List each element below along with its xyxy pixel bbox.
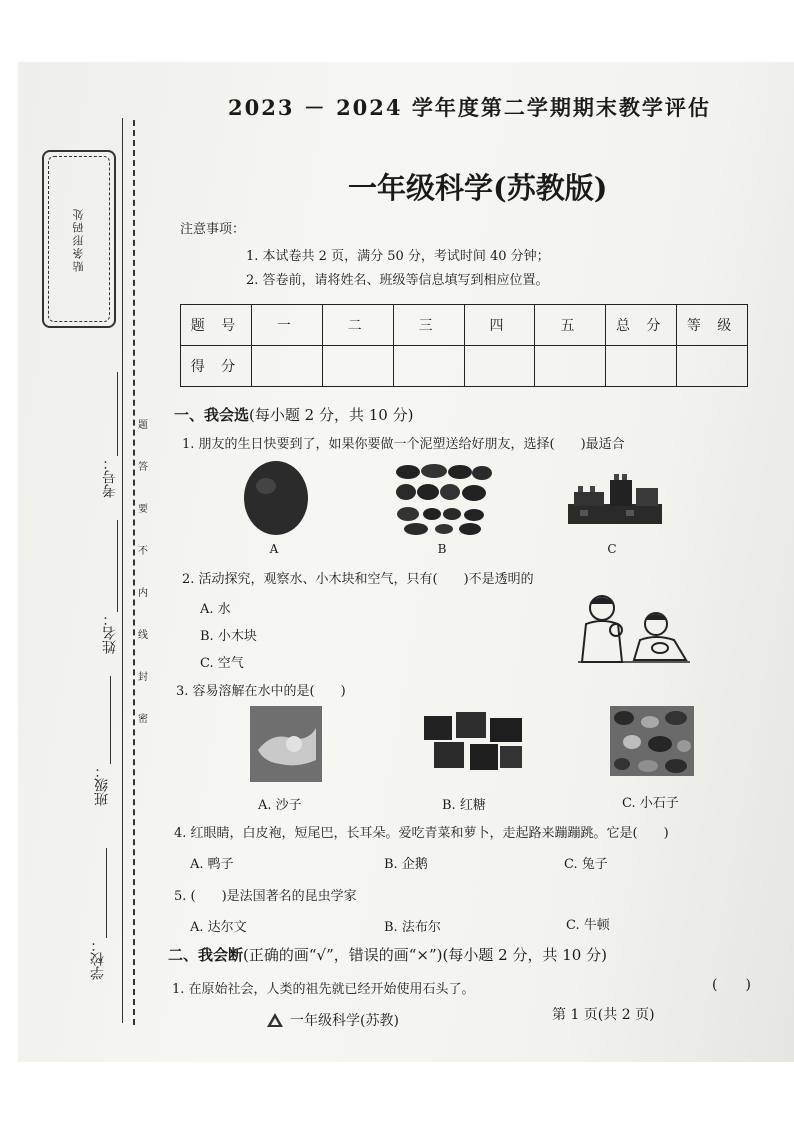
field-class: 班级： xyxy=(94,764,110,806)
exam-title: 2023 － 2024 学年度第二学期期末教学评估 xyxy=(228,95,711,120)
section2-title xyxy=(168,944,607,965)
field-line-class xyxy=(110,676,111,764)
option-b: B. 法布尔 xyxy=(384,920,441,935)
score-cell[interactable] xyxy=(251,346,322,387)
option-c: C. 空气 xyxy=(200,656,244,671)
score-header-cell: 总 分 xyxy=(606,305,677,346)
answer-paren[interactable]: ( ) xyxy=(712,977,751,993)
subject-title: 一年级科学(苏教版) xyxy=(348,171,608,205)
question-4: 4. 红眼睛，白皮袍，短尾巴，长耳朵。爱吃青菜和萝卜，走起路来蹦蹦跳。它是( ) xyxy=(174,826,669,841)
option-b: B. 小木块 xyxy=(200,629,257,644)
section2-heading: 二、我会断 xyxy=(168,946,244,964)
question-3: 3. 容易溶解在水中的是( ) xyxy=(176,684,346,699)
option-label: B xyxy=(437,542,447,556)
score-header-cell: 一 xyxy=(251,305,322,346)
score-cell[interactable] xyxy=(393,346,464,387)
score-header-cell: 二 xyxy=(322,305,393,346)
seal-char: 答 xyxy=(138,462,148,473)
children-observing-image xyxy=(574,590,692,666)
score-header-cell: 题 号 xyxy=(181,305,252,346)
option-b: B. 红糖 xyxy=(442,798,486,813)
seal-char: 密 xyxy=(138,714,148,725)
option-a: A. 沙子 xyxy=(258,798,302,813)
section1-note: (每小题 2 分，共 10 分) xyxy=(249,406,414,424)
question-1: 1. 朋友的生日快要到了，如果你要做一个泥塑送给好朋友，选择( )最适合 xyxy=(182,437,625,452)
section2-note: (正确的画“√”，错误的画“×”)(每小题 2 分，共 10 分) xyxy=(243,946,607,964)
section1-heading: 一、我会选 xyxy=(174,406,250,424)
seal-char: 封 xyxy=(138,672,148,683)
score-header-cell: 三 xyxy=(393,305,464,346)
option-label: C xyxy=(607,542,617,556)
building-blocks-image xyxy=(566,470,664,530)
option-c: C. 牛顿 xyxy=(566,918,610,933)
seal-char: 题 xyxy=(138,420,148,431)
notice-item: 1. 本试卷共 2 页，满分 50 分，考试时间 40 分钟； xyxy=(246,249,550,264)
footer-page-number: 第 1 页(共 2 页) xyxy=(552,1007,655,1023)
option-b: B. 企鹅 xyxy=(384,857,428,872)
notice-item: 2. 答卷前，请将姓名、班级等信息填写到相应位置。 xyxy=(246,273,549,288)
field-line-name xyxy=(117,520,118,612)
sand-image xyxy=(250,706,322,782)
seal-dashed-line xyxy=(133,120,135,1025)
field-school: 学校： xyxy=(90,938,106,980)
field-name: 姓名： xyxy=(102,612,118,654)
question-2: 2. 活动探究，观察水、小木块和空气，只有( )不是透明的 xyxy=(182,572,534,587)
brown-sugar-image xyxy=(420,710,526,776)
option-c: C. 兔子 xyxy=(564,857,608,872)
field-line-school xyxy=(106,848,107,938)
pebbles-image xyxy=(610,706,694,776)
score-table xyxy=(180,304,748,387)
option-a: A. 达尔文 xyxy=(190,920,247,935)
question-5: 5. ( )是法国著名的昆虫学家 xyxy=(174,889,357,904)
notice-heading: 注意事项： xyxy=(180,222,246,237)
clay-pieces-image xyxy=(394,462,494,536)
barcode-label: 贴条形码处 xyxy=(72,206,85,272)
option-c: C. 小石子 xyxy=(622,796,679,811)
option-a: A. 水 xyxy=(200,602,231,617)
score-row-label: 得 分 xyxy=(181,346,252,387)
seal-char: 内 xyxy=(138,588,148,599)
option-a: A. 鸭子 xyxy=(190,857,234,872)
barcode-box xyxy=(42,150,116,328)
score-cell[interactable] xyxy=(464,346,535,387)
score-cell[interactable] xyxy=(535,346,606,387)
binding-line xyxy=(122,118,123,1023)
score-cell[interactable] xyxy=(322,346,393,387)
seal-char: 不 xyxy=(138,546,148,557)
score-header-cell: 五 xyxy=(535,305,606,346)
section1-title xyxy=(174,404,413,425)
publisher-logo-icon xyxy=(266,1012,284,1028)
score-header-cell: 等 级 xyxy=(677,305,748,346)
judge-question-1: 1. 在原始社会，人类的祖先就已经开始使用石头了。 xyxy=(172,982,475,997)
option-label: A xyxy=(269,542,279,556)
field-line-exam-number xyxy=(117,372,118,456)
score-cell[interactable] xyxy=(606,346,677,387)
footer-subject: 一年级科学(苏教) xyxy=(290,1013,399,1029)
score-header-cell: 四 xyxy=(464,305,535,346)
field-exam-number: 考号： xyxy=(102,456,118,498)
seal-char: 线 xyxy=(138,630,148,641)
seal-char: 要 xyxy=(138,504,148,515)
clay-lump-image xyxy=(240,458,312,538)
score-cell[interactable] xyxy=(677,346,748,387)
